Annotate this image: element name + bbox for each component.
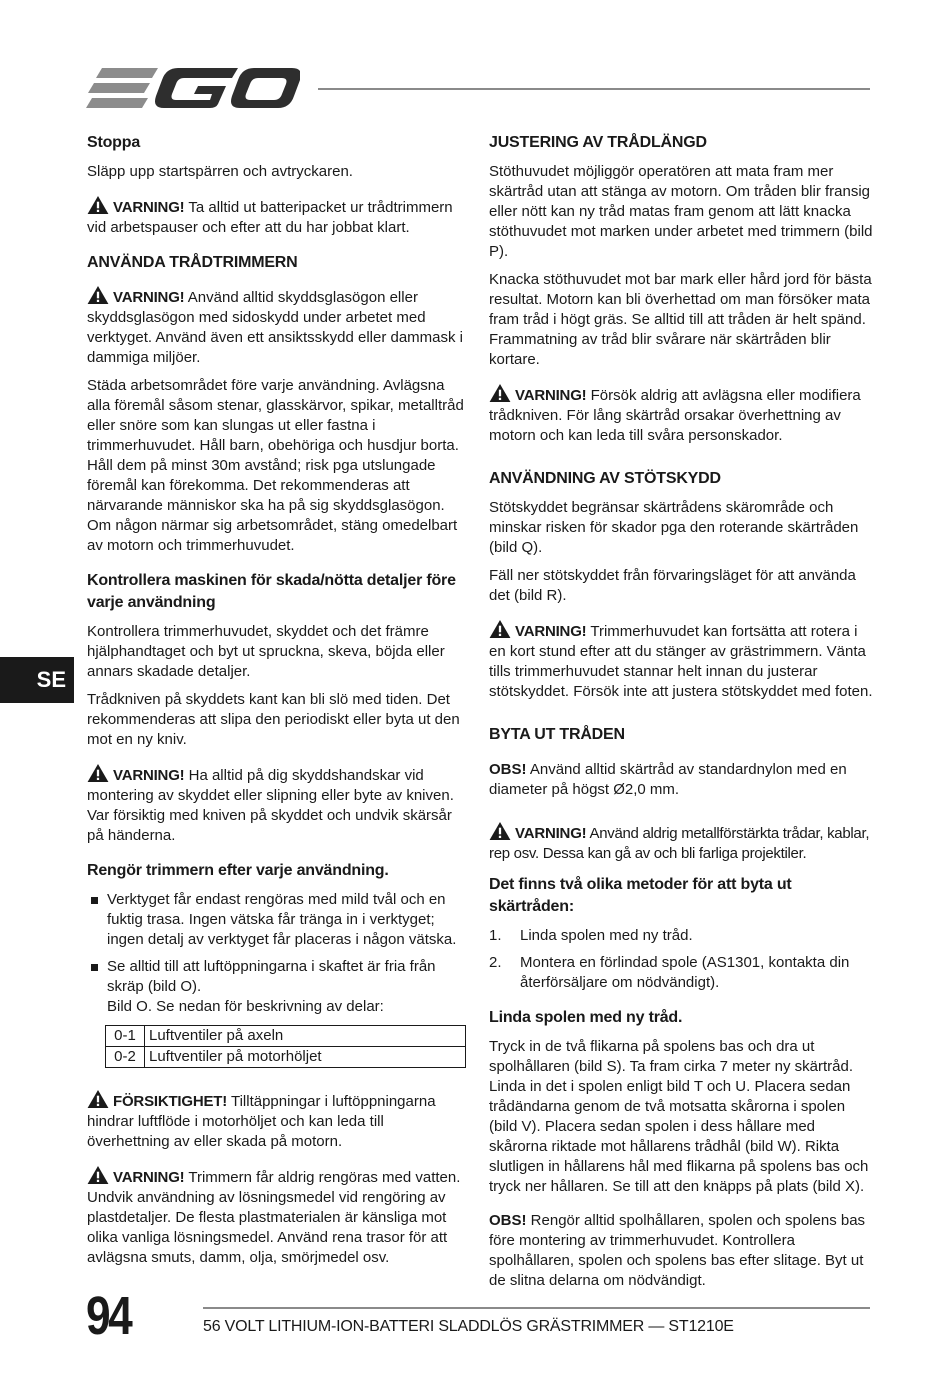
list-item [87, 957, 465, 1017]
caution [87, 1090, 465, 1152]
warning-label: VARNING! [113, 767, 185, 784]
table-row [106, 1026, 466, 1047]
language-code: SE [36, 667, 66, 692]
kontrollera-text: Kontrollera trimmerhuvudet, skyddet och det främre hjälphandtaget och byt ut spruckna, skeva, böjda eller annars skadade detaljer. [87, 623, 445, 680]
warning-triangle-icon [489, 822, 511, 840]
warning-label: VARNING! [515, 387, 587, 404]
obs-2 [489, 1211, 873, 1291]
warning-label: VARNING! [515, 825, 587, 842]
warning-5 [489, 384, 873, 446]
warning-4 [87, 1166, 465, 1268]
page-number: 94 [86, 1286, 131, 1346]
caution-text: Tilltäppningar i luftöppningarna hindrar luftflöde i motorhöljet och kan leda till överhettning av eller skada på motorn. [87, 1093, 436, 1150]
stotskydd-text-1: Stötskyddet begränsar skärtrådens skärområde och minskar risken för skador pga den roterande skärtråden (bild Q). [489, 499, 859, 556]
step-text: Montera en förlindad spole (AS1301, kontakta din återförsäljare om nödvändigt). [520, 954, 850, 991]
warning-7-text: Använd aldrig metallförstärkta trådar, kablar, rep osv. Dessa kan gå av och bli farliga projektiler. [489, 825, 870, 862]
stoppa-text: Släpp upp startspärren och avtryckaren. [87, 163, 353, 180]
list-item [489, 926, 873, 946]
warning-2 [87, 286, 465, 368]
footer-title: 56 VOLT LITHIUM-ION-BATTERI SLADDLÖS GRÄSTRIMMER — ST1210E [203, 1318, 734, 1335]
warning-2-text: Använd alltid skyddsglasögon eller skyddsglasögon med sidoskydd under arbetet med verktyget. Använd även ett ansiktsskydd eller dammask i dammiga miljöer. [87, 289, 464, 366]
right-column [489, 132, 873, 1299]
warning-triangle-icon [87, 286, 109, 304]
justering-text-2: Knacka stöthuvudet mot bar mark eller hård jord för bästa resultat. Motorn kan bli överhettad om man försöker mata fram tråd i högt gräs. Se alltid till att tråden är helt spänd. Frammatning av tråd blir svårare när skärtråden blir kortare. [489, 271, 872, 368]
caution-label: FÖRSIKTIGHET! [113, 1093, 228, 1110]
part-description: Luftventiler på axeln [145, 1026, 466, 1047]
warning-3-text: Ha alltid på dig skyddshandskar vid montering av skyddet eller slipning eller byte av kniven. Var försiktig med kniven på skyddet och undvik skärsår på händerna. [87, 767, 454, 844]
warning-4-text: Trimmern får aldrig rengöras med vatten. Undvik användning av lösningsmedel vid rengöring av plastdetaljer. De flesta plastmaterialen är känsliga mot olika vanliga lösningsmedel. Använd rena trasor för att avlägsna smuts, damm, olja, smörjmedel osv. [87, 1169, 461, 1266]
step-number: 2. [489, 954, 502, 971]
byta-heading: BYTA UT TRÅDEN [489, 726, 625, 743]
warning-label: VARNING! [113, 1169, 185, 1186]
warning-triangle-icon [87, 764, 109, 782]
kontrollera-heading: Kontrollera maskinen för skada/nötta detaljer före varje användning [87, 572, 456, 611]
obs-label: OBS! [489, 1212, 527, 1229]
warning-7 [489, 822, 873, 864]
warning-triangle-icon [489, 384, 511, 402]
warning-5-text: Försök aldrig att avlägsna eller modifiera trådkniven. För lång skärtråd orsakar överhettning av motorn och kan leda till svåra personskador. [489, 387, 861, 444]
warning-6 [489, 620, 873, 702]
warning-6-text: Trimmerhuvudet kan fortsätta att rotera i en kort stund efter att du stänger av grästrimmern. Vänta tills trimmerhuvudet stannar helt innan du justerar stötskyddet. Försök inte att justera stötskyddet med foten. [489, 623, 873, 700]
linda-text: Tryck in de två flikarna på spolens bas och dra ut spolhållaren (bild S). Ta fram cirka 7 meter ny skärtråd. Linda in det i spolen enligt bild T och U. Placera sedan trådändarna genom de två motsatta skårorna i spolen (bild V). Placera sedan spolen i dess hållare med skårorna riktade mot hållarens trådhål (bild W). Rikta slutligen in hållarens hål med flikarna på spolens bas och tryck ner hållaren. Se till att den knäpps på plats (bild X). [489, 1038, 869, 1195]
warning-3 [87, 764, 465, 846]
method-list [489, 926, 873, 993]
bullet-square-icon [91, 897, 98, 904]
list-item [87, 890, 465, 950]
header-rule [318, 88, 870, 90]
stotskydd-text-2: Fäll ner stötskyddet från förvaringsläget för att använda det (bild R). [489, 567, 856, 604]
metoder-heading: Det finns två olika metoder för att byta ut skärtråden: [489, 876, 792, 915]
justering-text-1: Stöthuvudet möjliggör operatören att mata fram mer skärtråd utan att stänga av motorn. Om tråden blir fransig eller nött kan ny tråd matas fram genom att lätt knacka stöthuvudet mot marken under arbetet med trimmern (bild P). [489, 163, 873, 260]
justering-heading: JUSTERING AV TRÅDLÄNGD [489, 134, 707, 151]
table-row [106, 1047, 466, 1068]
stoppa-heading: Stoppa [87, 134, 141, 151]
warning-label: VARNING! [515, 623, 587, 640]
warning-triangle-icon [87, 1090, 109, 1108]
obs-1-text: Använd alltid skärtråd av standardnylon med en diameter på högst Ø2,0 mm. [489, 761, 847, 798]
language-tab [0, 657, 74, 703]
obs-2-text: Rengör alltid spolhållaren, spolen och spolens bas före montering av trimmerhuvudet. Kontrollera spolhållaren, spolen och spolens bas efter slitage. Byt ut de slitna delarna om nödvändigt. [489, 1212, 866, 1289]
warning-triangle-icon [87, 1166, 109, 1184]
stotskydd-heading: ANVÄNDNING AV STÖTSKYDD [489, 470, 721, 487]
obs-label: OBS! [489, 761, 527, 778]
parts-table [105, 1025, 466, 1068]
bullet-text: Verktyget får endast rengöras med mild tvål och en fuktig trasa. Ingen vätska får tränga in i verktyget; ingen detalj av verktyget får placeras i någon vätska. [107, 891, 457, 948]
warning-triangle-icon [87, 196, 109, 214]
warning-1 [87, 196, 465, 238]
rengor-heading: Rengör trimmern efter varje användning. [87, 862, 389, 879]
stada-text: Städa arbetsområdet före varje användning. Avlägsna alla föremål såsom stenar, glasskärvor, spikar, metalltråd eller snöre som kan slungas ut eller fastna i trimmerhuvudet. Håll barn, obehöriga och husdjur borta. Håll dem på minst 30m avstånd; risk pga utslungade föremål kan förekomma. Det rekommenderas att närvarande människor ska ha på sig skyddsglasögon. Om någon närmar sig arbetsområdet, stäng omedelbart av motorn och trimmerhuvudet. [87, 377, 464, 554]
part-code: 0-1 [106, 1026, 145, 1047]
warning-label: VARNING! [113, 289, 185, 306]
obs-1 [489, 760, 873, 800]
rengor-bullet-list [87, 890, 465, 1017]
bild-note: Bild O. Se nedan för beskrivning av delar: [107, 998, 384, 1015]
footer-rule [203, 1307, 870, 1309]
part-description: Luftventiler på motorhöljet [145, 1047, 466, 1068]
left-column [87, 132, 465, 1276]
linda-heading: Linda spolen med ny tråd. [489, 1009, 683, 1026]
bullet-square-icon [91, 964, 98, 971]
bullet-text: Se alltid till att luftöppningarna i skaftet är fria från skräp (bild O). [107, 958, 436, 995]
ego-logo [86, 62, 300, 114]
step-number: 1. [489, 927, 502, 944]
warning-1-text: Ta alltid ut batteripacket ur trådtrimmern vid arbetspauser och efter att du har jobbat klart. [87, 199, 453, 236]
anvanda-heading: ANVÄNDA TRÅDTRIMMERN [87, 254, 298, 271]
step-text: Linda spolen med ny tråd. [520, 927, 693, 944]
warning-triangle-icon [489, 620, 511, 638]
part-code: 0-2 [106, 1047, 145, 1068]
warning-label: VARNING! [113, 199, 185, 216]
kniv-text: Trådkniven på skyddets kant kan bli slö med tiden. Det rekommenderas att slipa den periodiskt eller byta ut den mot en ny kniv. [87, 691, 460, 748]
list-item [489, 953, 873, 993]
